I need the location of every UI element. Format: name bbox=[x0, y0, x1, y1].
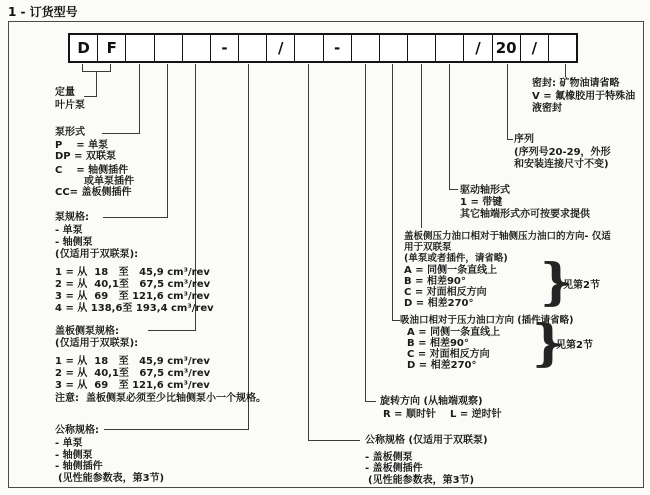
label-cover-pump-size-opt2: 2 = 从 40,1至 67,5 cm³/rev bbox=[55, 368, 211, 379]
note-label: 注意: bbox=[55, 393, 79, 404]
label-nominal-cover-item3: (见性能参数表，第3节) bbox=[368, 475, 475, 486]
leader-line bbox=[103, 217, 168, 218]
leader-line bbox=[365, 64, 366, 402]
label-nominal-shaft-item2: - 轴侧泵 bbox=[55, 450, 93, 461]
label-series-title: 序列 bbox=[514, 134, 534, 145]
code-cell bbox=[155, 35, 183, 61]
label-seal-line1: 密封: 矿物油请省略 bbox=[532, 78, 620, 89]
label-series-line1: (序列号20-29，外形 bbox=[514, 147, 611, 158]
code-cell: / bbox=[267, 35, 295, 61]
code-cell bbox=[408, 35, 436, 61]
label-cover-pump-size-note bbox=[55, 393, 266, 404]
code-cell: / bbox=[521, 35, 549, 61]
label-drive-shaft-note: 其它轴端形式亦可按要求提供 bbox=[460, 209, 590, 220]
label-cover-port-title3: (单泵或者插件，请省略) bbox=[404, 253, 508, 264]
leader-line bbox=[421, 64, 422, 228]
code-cell: 20 bbox=[493, 35, 521, 61]
label-cover-port-b: B = 相差90° bbox=[404, 276, 466, 287]
label-nominal-cover-item2: - 盖板侧插件 bbox=[365, 463, 423, 474]
leader-line bbox=[248, 64, 249, 430]
label-series-line2: 和安装连接尺寸不变) bbox=[514, 159, 609, 170]
leader-line bbox=[102, 133, 140, 134]
leader-line bbox=[148, 330, 196, 331]
code-cell bbox=[239, 35, 267, 61]
label-cover-port-a: A = 同侧一条直线上 bbox=[404, 265, 498, 276]
leader-line bbox=[449, 64, 450, 190]
label-nominal-cover-item1: - 盖板侧泵 bbox=[365, 452, 413, 463]
label-pump-type-cc: CC= 盖板侧插件 bbox=[55, 187, 132, 198]
label-cover-port-title1: 盖板侧压力油口相对于轴侧压力油口的方向- 仅适 bbox=[404, 231, 611, 242]
label-suction-a: A = 同侧一条直线上 bbox=[407, 327, 501, 338]
label-pump-type-title: 泵形式 bbox=[55, 127, 85, 138]
label-suction-b: B = 相差90° bbox=[407, 338, 469, 349]
label-cover-port-title2: 用于双联泵 bbox=[404, 242, 452, 253]
code-cell: F bbox=[98, 35, 126, 61]
label-rotation-title: 旋转方向 (从轴端观察) bbox=[380, 396, 483, 407]
suction-brace: } bbox=[532, 313, 565, 372]
label-seal-line2: V = 氟橡胶用于特殊油 bbox=[532, 91, 636, 102]
label-nominal-shaft-title: 公称规格: bbox=[55, 425, 99, 436]
leader-line bbox=[96, 71, 97, 97]
label-pump-type-p: P = 单泵 bbox=[55, 140, 109, 151]
label-cover-pump-size-title: 盖板侧泵规格: bbox=[55, 326, 119, 337]
code-cell: - bbox=[211, 35, 239, 61]
label-pump-size-opt3: 3 = 从 69 至 121,6 cm³/rev bbox=[55, 291, 210, 302]
leader-line bbox=[308, 440, 360, 441]
code-cell: - bbox=[324, 35, 352, 61]
label-nominal-shaft-item1: - 单泵 bbox=[55, 438, 83, 449]
label-pump-size-opt1: 1 = 从 18 至 45,9 cm³/rev bbox=[55, 267, 210, 278]
label-pump-size-item2: - 轴侧泵 bbox=[55, 237, 93, 248]
leader-line bbox=[392, 64, 393, 321]
code-cell bbox=[126, 35, 154, 61]
label-nominal-cover-title: 公称规格 (仅适用于双联泵) bbox=[365, 435, 488, 446]
label-fixed-vane-pump-line2: 叶片泵 bbox=[55, 100, 85, 111]
leader-line bbox=[507, 139, 513, 140]
leader-line bbox=[104, 429, 249, 430]
leader-line bbox=[308, 64, 309, 441]
label-fixed-vane-pump-line1: 定量 bbox=[55, 87, 75, 98]
label-drive-shaft-opt1: 1 = 带键 bbox=[460, 197, 503, 208]
label-rotation-options: R = 顺时针 L = 逆时针 bbox=[383, 409, 502, 420]
label-suction-c: C = 对面相反方向 bbox=[407, 349, 490, 360]
code-cell bbox=[549, 35, 576, 61]
code-cell bbox=[436, 35, 464, 61]
label-cover-port-d: D = 相差270° bbox=[404, 298, 474, 309]
label-pump-type-c: C = 轴侧插件 bbox=[55, 165, 129, 176]
leader-line bbox=[449, 189, 458, 190]
label-pump-size-item3: (仅适用于双联泵): bbox=[55, 249, 139, 260]
code-cell bbox=[380, 35, 408, 61]
label-pump-size-opt2: 2 = 从 40,1至 67,5 cm³/rev bbox=[55, 279, 211, 290]
label-suction-title: 吸油口相对于压力油口方向 (插件请省略) bbox=[400, 315, 574, 326]
label-suction-d: D = 相差270° bbox=[407, 360, 477, 371]
label-pump-size-opt4: 4 = 从 138,6至 193,4 cm³/rev bbox=[55, 303, 214, 314]
label-pump-size-item1: - 单泵 bbox=[55, 225, 83, 236]
label-cover-port-c: C = 对面相反方向 bbox=[404, 287, 487, 298]
code-cell: D bbox=[70, 35, 98, 61]
leader-line bbox=[565, 64, 566, 77]
code-cell: / bbox=[464, 35, 492, 61]
code-cell bbox=[183, 35, 211, 61]
label-cover-pump-size-opt3: 3 = 从 69 至 121,6 cm³/rev bbox=[55, 380, 210, 391]
cover-port-brace: } bbox=[540, 252, 573, 311]
section-heading: 1 - 订货型号 bbox=[8, 5, 78, 19]
label-cover-pump-size-item1: (仅适用于双联泵): bbox=[55, 338, 139, 349]
note-text: 盖板侧泵必须至少比轴侧泵小一个规格。 bbox=[79, 393, 266, 404]
label-cover-pump-size-opt1: 1 = 从 18 至 45,9 cm³/rev bbox=[55, 356, 210, 367]
label-pump-type-dp: DP = 双联泵 bbox=[55, 151, 116, 162]
label-nominal-shaft-item3: - 轴侧插件 bbox=[55, 461, 103, 472]
label-pump-size-title: 泵规格: bbox=[55, 212, 89, 223]
code-cell bbox=[295, 35, 323, 61]
leader-line bbox=[139, 64, 140, 134]
model-code-boxes bbox=[68, 33, 578, 63]
label-suction-see: 见第2节 bbox=[556, 340, 593, 351]
label-nominal-shaft-item4: (见性能参数表，第3节) bbox=[58, 473, 165, 484]
label-pump-type-c2: 或单泵插件 bbox=[84, 176, 134, 187]
leader-line bbox=[365, 401, 376, 402]
label-drive-shaft-title: 驱动轴形式 bbox=[460, 185, 510, 196]
label-cover-port-see: 见第2节 bbox=[563, 280, 600, 291]
leader-line bbox=[167, 64, 168, 218]
code-cell bbox=[352, 35, 380, 61]
label-seal-line3: 液密封 bbox=[532, 103, 562, 114]
leader-line bbox=[392, 320, 400, 321]
leader-line bbox=[507, 64, 508, 140]
leader-line bbox=[84, 96, 97, 97]
